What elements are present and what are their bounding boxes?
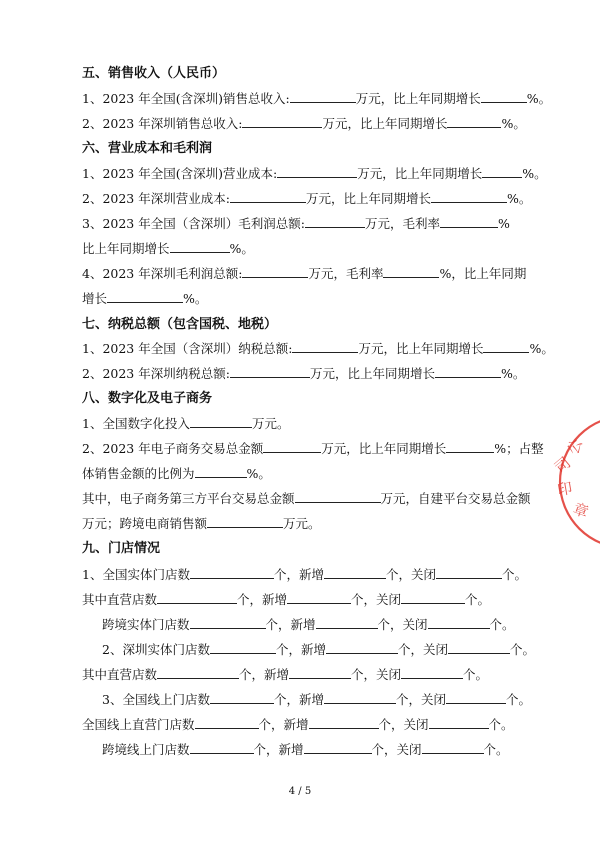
form-text: 万元，比上年同期增长: [309, 366, 435, 381]
fill-in-blank[interactable]: [431, 191, 507, 203]
fill-in-blank[interactable]: [242, 266, 308, 278]
fill-in-blank[interactable]: [190, 742, 254, 754]
form-line: [82, 567, 527, 583]
fill-in-blank[interactable]: [210, 692, 274, 704]
fill-in-blank[interactable]: [295, 491, 381, 503]
fill-in-blank[interactable]: [309, 717, 379, 729]
section-heading: 九、门店情况: [82, 541, 161, 556]
form-text: %。: [522, 166, 547, 181]
form-text: 万元，毛利率: [364, 216, 440, 231]
form-text: %，比上年同期: [439, 266, 527, 281]
form-text: 1、2023 年全国（含深圳）纳税总额:: [82, 341, 293, 356]
form-text: 2、2023 年深圳营业成本:: [82, 191, 230, 206]
fill-in-blank[interactable]: [190, 416, 252, 428]
form-text: 万元，自建平台交易总金额: [380, 491, 531, 506]
fill-in-blank[interactable]: [195, 717, 259, 729]
form-line: [102, 617, 515, 633]
fill-in-blank[interactable]: [289, 667, 351, 679]
section-heading: 六、营业成本和毛利润: [82, 141, 213, 156]
form-text: 比上年同期增长: [82, 241, 170, 256]
section-heading: 七、纳税总额（包含国税、地税）: [82, 317, 278, 332]
form-text: 1、2023 年全国(含深圳)销售总收入:: [82, 91, 290, 106]
form-line: [82, 491, 531, 507]
form-line: [82, 166, 547, 182]
form-text: 其中，电子商务第三方平台交易总金额: [82, 491, 295, 506]
form-text: 个，新增: [275, 642, 326, 657]
fill-in-blank[interactable]: [157, 667, 239, 679]
seal-character: 司: [551, 453, 575, 477]
fill-in-blank[interactable]: [324, 692, 396, 704]
fill-in-blank[interactable]: [304, 742, 372, 754]
fill-in-blank[interactable]: [190, 617, 266, 629]
form-line: [102, 642, 535, 658]
form-text: 个，关闭: [371, 742, 422, 757]
form-text: 万元，比上年同期增长: [357, 166, 483, 181]
form-text: 万元，比上年同期增长: [305, 191, 431, 206]
fill-in-blank[interactable]: [107, 291, 183, 303]
fill-in-blank[interactable]: [326, 642, 398, 654]
form-text: 个，新增: [265, 617, 316, 632]
form-line: [82, 516, 321, 532]
form-text: %。: [529, 341, 554, 356]
form-text: 个，关闭: [377, 617, 428, 632]
form-text: %。: [183, 291, 208, 306]
form-text: 万元；跨境电商销售额: [82, 516, 208, 531]
section-heading: 八、数字化及电子商务: [82, 391, 213, 406]
form-text: 3、2023 年全国（含深圳）毛利润总额:: [82, 216, 305, 231]
form-text: %；占整: [494, 441, 544, 456]
form-text: 1、全国数字化投入: [82, 416, 190, 431]
fill-in-blank[interactable]: [422, 742, 484, 754]
form-text: 2、2023 年深圳销售总收入:: [82, 116, 243, 131]
form-text: %。: [501, 116, 526, 131]
fill-in-blank[interactable]: [263, 441, 321, 453]
form-text: 个。: [463, 667, 489, 682]
fill-in-blank[interactable]: [170, 241, 230, 253]
fill-in-blank[interactable]: [230, 366, 310, 378]
fill-in-blank[interactable]: [190, 567, 274, 579]
fill-in-blank[interactable]: [483, 341, 529, 353]
form-text: 个。: [465, 592, 491, 607]
form-text: 2、深圳实体门店数: [102, 642, 210, 657]
fill-in-blank[interactable]: [210, 642, 276, 654]
seal-character: 公: [563, 436, 587, 457]
form-text: 体销售金额的比例为: [82, 466, 195, 481]
seal-character: 印: [555, 479, 574, 500]
form-text: 个，新增: [253, 742, 304, 757]
form-text: 个，关闭: [351, 667, 402, 682]
fill-in-blank[interactable]: [401, 667, 463, 679]
fill-in-blank[interactable]: [316, 617, 378, 629]
form-text: 个。: [506, 692, 532, 707]
form-text: 个，新增: [237, 592, 288, 607]
form-text: 万元，毛利率: [308, 266, 384, 281]
form-line: [82, 416, 289, 432]
form-text: 跨境实体门店数: [102, 617, 190, 632]
form-line: [82, 441, 544, 457]
form-text: 3、全国线上门店数: [102, 692, 210, 707]
form-text: %。: [526, 91, 552, 106]
fill-in-blank[interactable]: [401, 592, 465, 604]
form-text: 个。: [510, 642, 536, 657]
fill-in-blank[interactable]: [435, 366, 501, 378]
form-text: %。: [229, 241, 254, 256]
fill-in-blank[interactable]: [290, 91, 356, 103]
form-line: [82, 466, 271, 482]
form-text: 1、2023 年全国(含深圳)营业成本:: [82, 166, 278, 181]
form-text: 个，关闭: [378, 717, 429, 732]
form-text: 全国线上直营门店数: [82, 717, 195, 732]
form-text: 2、2023 年深圳纳税总额:: [82, 366, 230, 381]
form-line: [102, 692, 531, 708]
fill-in-blank[interactable]: [429, 717, 489, 729]
form-line: [82, 266, 526, 282]
fill-in-blank[interactable]: [305, 216, 365, 228]
form-text: 个，关闭: [351, 592, 402, 607]
fill-in-blank[interactable]: [447, 116, 501, 128]
form-line: [82, 717, 514, 733]
fill-in-blank[interactable]: [436, 567, 502, 579]
form-text: 2、2023 年电子商务交易总金额: [82, 441, 264, 456]
seal-character: 章: [570, 499, 591, 522]
form-text: %。: [506, 191, 532, 206]
form-line: [82, 291, 207, 307]
form-text: 其中直营店数: [82, 667, 158, 682]
form-line: [82, 366, 525, 382]
company-seal-icon: [548, 408, 600, 558]
section-heading: 五、销售收入（人民币）: [82, 66, 226, 81]
fill-in-blank[interactable]: [230, 191, 306, 203]
form-line: [82, 191, 531, 207]
page-number: 4 / 5: [288, 786, 312, 797]
fill-in-blank[interactable]: [157, 592, 237, 604]
form-line: [82, 667, 488, 683]
form-text: 个。: [502, 567, 528, 582]
form-text: 个，关闭: [397, 642, 448, 657]
form-text: 个，关闭: [395, 692, 446, 707]
form-text: 增长: [82, 291, 108, 306]
form-text: 万元，比上年同期增长: [358, 341, 484, 356]
form-text: 万元，比上年同期增长: [321, 441, 447, 456]
form-text: 个，新增: [273, 692, 324, 707]
form-line: [82, 216, 510, 232]
form-text: 万元。: [251, 416, 290, 431]
fill-in-blank[interactable]: [446, 441, 494, 453]
form-text: 个，新增: [239, 667, 290, 682]
fill-in-blank[interactable]: [195, 466, 247, 478]
form-text: 个。: [488, 717, 514, 732]
form-text: %: [497, 216, 510, 231]
fill-in-blank[interactable]: [383, 266, 439, 278]
form-line: [102, 742, 509, 758]
fill-in-blank[interactable]: [292, 341, 358, 353]
form-text: 其中直营店数: [82, 592, 158, 607]
form-line: [82, 592, 490, 608]
form-line: [82, 91, 551, 107]
form-text: 个，新增: [273, 567, 324, 582]
form-line: [82, 241, 254, 257]
form-text: 跨境线上门店数: [102, 742, 190, 757]
form-line: [82, 116, 526, 132]
fill-in-blank[interactable]: [481, 91, 527, 103]
form-text: 个。: [483, 742, 509, 757]
form-text: 万元，比上年同期增长: [355, 91, 481, 106]
form-line: [82, 341, 554, 357]
form-text: 4、2023 年深圳毛利润总额:: [82, 266, 243, 281]
fill-in-blank[interactable]: [440, 216, 498, 228]
form-text: 万元，比上年同期增长: [322, 116, 448, 131]
form-text: %。: [500, 366, 526, 381]
fill-in-blank[interactable]: [428, 617, 490, 629]
form-text: 个。: [489, 617, 515, 632]
form-text: %。: [246, 466, 271, 481]
fill-in-blank[interactable]: [242, 116, 322, 128]
form-text: 个，关闭: [385, 567, 436, 582]
fill-in-blank[interactable]: [448, 642, 510, 654]
form-text: 万元。: [283, 516, 321, 531]
fill-in-blank[interactable]: [277, 166, 357, 178]
fill-in-blank[interactable]: [482, 166, 522, 178]
fill-in-blank[interactable]: [324, 567, 386, 579]
fill-in-blank[interactable]: [446, 692, 506, 704]
fill-in-blank[interactable]: [207, 516, 283, 528]
form-text: 1、全国实体门店数: [82, 567, 190, 582]
fill-in-blank[interactable]: [287, 592, 351, 604]
form-text: 个，新增: [258, 717, 309, 732]
